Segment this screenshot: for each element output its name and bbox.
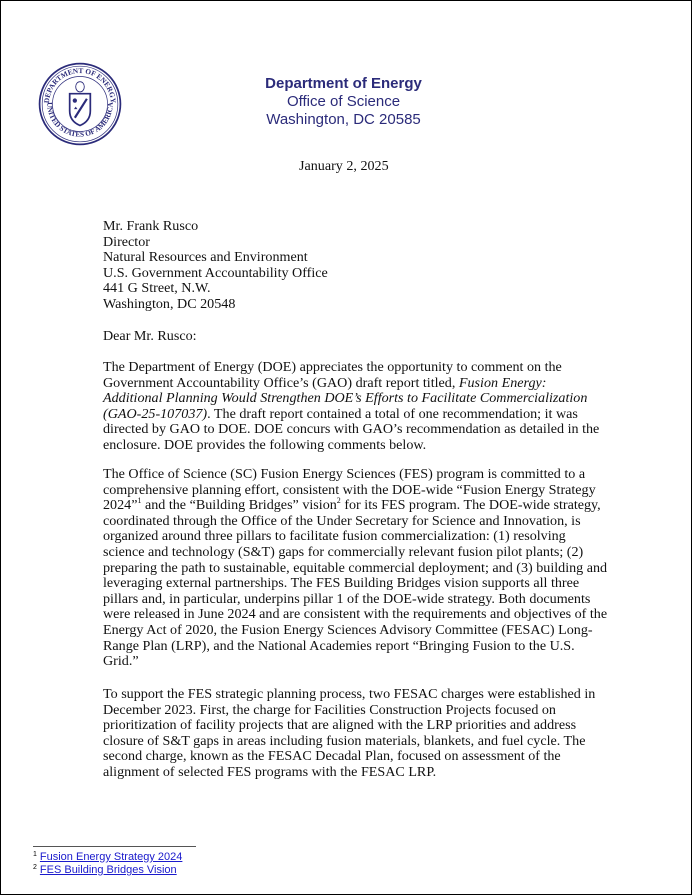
footnote-ref-1[interactable]: 1 (137, 496, 142, 506)
recipient-division: Natural Resources and Environment (103, 249, 308, 266)
recipient-street: 441 G Street, N.W. (103, 280, 211, 297)
footnote-link-fusion-energy-strategy[interactable]: Fusion Energy Strategy 2024 (39, 851, 183, 863)
salutation: Dear Mr. Rusco: (103, 328, 197, 344)
report-title: Fusion Energy: (458, 374, 547, 391)
paragraph-line: Range Plan (LRP), and the National Academies report “Bringing Fusion to the U.S. (103, 637, 575, 654)
paragraph-line: enclosure. DOE provides the following comments below. (103, 436, 427, 453)
footnote-2 (33, 864, 182, 877)
doe-seal-icon (37, 61, 123, 147)
paragraph-line: To support the FES strategic planning process, two FESAC charges were established in (103, 686, 596, 702)
footnote-number: 1 (33, 851, 37, 858)
paragraph-line (103, 391, 623, 407)
letter-date: January 2, 2025 (299, 158, 389, 174)
text: . The draft report contained a total of one recommendation; it was (207, 405, 578, 422)
paragraph-line: leveraging external partnerships. The FES Building Bridges vision supports all three (103, 575, 580, 592)
text: 2024” (103, 497, 138, 514)
paragraph-1 (103, 360, 623, 454)
agency-name: Department of Energy (265, 75, 422, 92)
paragraph-line: coordinated through the Office of the Under Secretary for Science and Innovation, is (103, 512, 581, 529)
svg-text:DEPARTMENT OF ENERGY: DEPARTMENT OF ENERGY (41, 65, 119, 104)
paragraph-line: pillars and, in particular, underpins pillar 1 of the DOE-wide strategy. Both documents (103, 590, 591, 607)
paragraph-line (103, 498, 623, 514)
footnote-link-building-bridges[interactable]: FES Building Bridges Vision (39, 864, 177, 876)
recipient-address (103, 219, 328, 313)
report-title: Additional Planning Would Strengthen DOE’s Efforts to Facilitate Commercialization (103, 390, 588, 407)
paragraph-line: second charge, known as the FESAC Decadal Plan, focused on assessment of the (103, 748, 561, 765)
paragraph-line: The Office of Science (SC) Fusion Energy Sciences (FES) program is committed to a (103, 466, 586, 482)
text: for its FES program. The DOE-wide strategy, (340, 497, 601, 514)
paragraph-2 (103, 467, 623, 670)
footnote-1 (33, 851, 182, 864)
paragraph-line: science and technology (S&T) gaps for commercially relevant fusion pilot plants; (2) (103, 543, 584, 560)
paragraph-line: Grid.” (103, 653, 139, 670)
recipient-title: Director (103, 233, 150, 250)
paragraph-line (103, 407, 623, 423)
recipient-name: Mr. Frank Rusco (103, 218, 199, 234)
paragraph-line (103, 376, 623, 392)
paragraph-line: prioritization of facility projects that are aligned with the LRP priorities and address (103, 717, 577, 734)
footnote-ref-2[interactable]: 2 (336, 496, 341, 506)
text: and the “Building Bridges” vision (141, 497, 337, 514)
paragraph-line: preparing the path to sustainable, equitable commercial deployment; and (3) building and (103, 559, 608, 576)
footnote-divider (33, 846, 196, 847)
paragraph-3 (103, 687, 623, 781)
footnote-number: 2 (33, 864, 37, 871)
text: Government Accountability Office’s (GAO) draft report titled, (103, 374, 459, 391)
paragraph-line: were released in June 2024 and are consistent with the requirements and objectives of the (103, 606, 608, 623)
recipient-city: Washington, DC 20548 (103, 295, 236, 312)
recipient-organization: U.S. Government Accountability Office (103, 264, 328, 281)
paragraph-line: comprehensive planning effort, consistent with the DOE-wide “Fusion Energy Strategy (103, 481, 596, 498)
agency-location: Washington, DC 20585 (266, 111, 421, 128)
report-number: (GAO-25-107037) (103, 405, 208, 422)
paragraph-line: The Department of Energy (DOE) appreciates the opportunity to comment on the (103, 359, 562, 375)
paragraph-line: Energy Act of 2020, the Fusion Energy Sciences Advisory Committee (FESAC) Long- (103, 621, 593, 638)
office-name: Office of Science (286, 93, 401, 110)
footnotes (33, 851, 182, 877)
paragraph-line: organized around three pillars to facilitate fusion commercialization: (1) resolving (103, 528, 566, 545)
svg-text:UNITED STATES OF AMERICA: UNITED STATES OF AMERICA (45, 102, 115, 139)
paragraph-line: directed by GAO to DOE. DOE concurs with GAO’s recommendation as detailed in the (103, 421, 600, 438)
paragraph-line: closure of S&T gaps in areas including fusion materials, blankets, and fuel cycle. The (103, 732, 586, 749)
paragraph-line: alignment of selected FES programs with the FESAC LRP. (103, 763, 437, 780)
paragraph-line: December 2023. First, the charge for Facilities Construction Projects focused on (103, 701, 556, 718)
letterhead (231, 75, 456, 129)
